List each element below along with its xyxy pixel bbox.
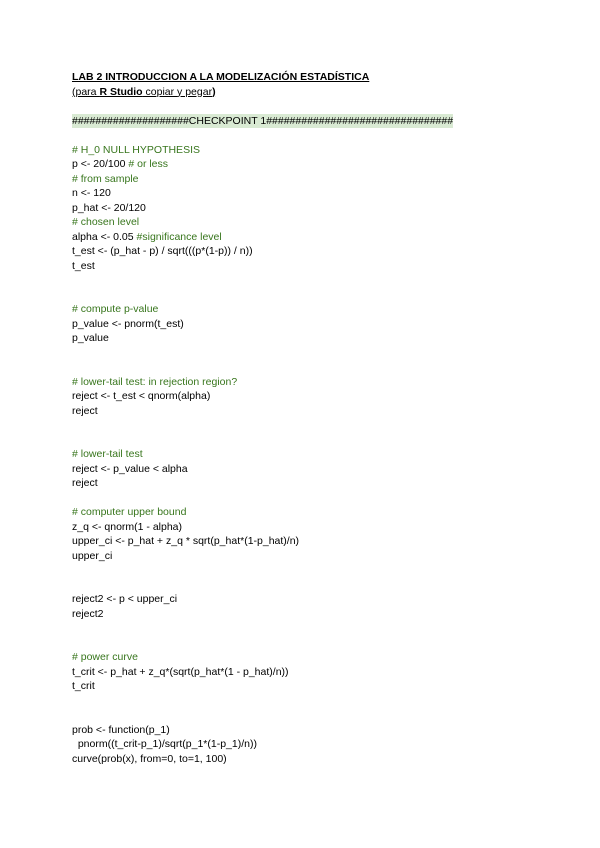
subtitle-bold: R Studio — [99, 85, 143, 98]
subtitle-rest: copiar y pegar — [142, 85, 213, 98]
code-line: pnorm((t_crit-p_1)/sqrt(p_1*(1-p_1)/n)) — [72, 738, 257, 750]
code-line: reject — [72, 477, 98, 489]
code-line: z_q <- qnorm(1 - alpha) — [72, 520, 183, 533]
code-line: upper_ci — [72, 549, 113, 562]
code-line: t_crit — [72, 680, 95, 692]
code-comment: # or less — [128, 158, 169, 170]
code-text: p <- 20/100 — [72, 158, 129, 170]
code-line: reject2 <- p < upper_ci — [72, 593, 178, 605]
code-comment: # lower-tail test: in rejection region? — [72, 375, 238, 388]
code-comment: # compute p-value — [72, 303, 159, 315]
document-page — [72, 70, 532, 766]
code-comment: # power curve — [72, 651, 138, 663]
code-text: alpha <- 0.05 — [72, 230, 137, 243]
code-comment: # from sample — [72, 172, 139, 185]
document-subtitle — [72, 85, 532, 100]
code-line — [72, 230, 532, 245]
code-line: reject — [72, 404, 98, 417]
subtitle-suffix: ) — [212, 85, 216, 98]
code-comment: #significance level — [136, 230, 222, 243]
code-comment: # chosen level — [72, 216, 140, 228]
code-comment: # lower-tail test — [72, 448, 143, 460]
checkpoint-banner: ####################CHECKPOINT 1################################ — [72, 114, 454, 127]
code-line: n <- 120 — [72, 187, 111, 199]
code-line: reject <- t_est < qnorm(alpha) — [72, 390, 211, 402]
subtitle-prefix: (para — [72, 85, 100, 98]
code-line: p_value — [72, 332, 109, 344]
code-line: t_est <- (p_hat - p) / sqrt(((p*(1-p)) / n)) — [72, 245, 253, 257]
code-comment: # H_0 NULL HYPOTHESIS — [72, 143, 200, 156]
code-line: t_crit <- p_hat + z_q*(sqrt(p_hat*(1 - p_hat)/n)) — [72, 665, 289, 678]
code-line: upper_ci <- p_hat + z_q * sqrt(p_hat*(1-p_hat)/n) — [72, 535, 300, 547]
code-line: p_value <- pnorm(t_est) — [72, 317, 184, 330]
code-line: prob <- function(p_1) — [72, 723, 170, 736]
code-line: reject2 — [72, 607, 104, 620]
code-line: reject <- p_value < alpha — [72, 462, 188, 475]
code-line: curve(prob(x), from=0, to=1, 100) — [72, 752, 227, 765]
code-line — [72, 157, 532, 172]
document-title: LAB 2 INTRODUCCION A LA MODELIZACIÓN ESTADÍSTICA — [72, 71, 370, 83]
code-line: t_est — [72, 259, 95, 272]
code-comment: # computer upper bound — [72, 506, 187, 518]
code-line: p_hat <- 20/120 — [72, 201, 146, 214]
